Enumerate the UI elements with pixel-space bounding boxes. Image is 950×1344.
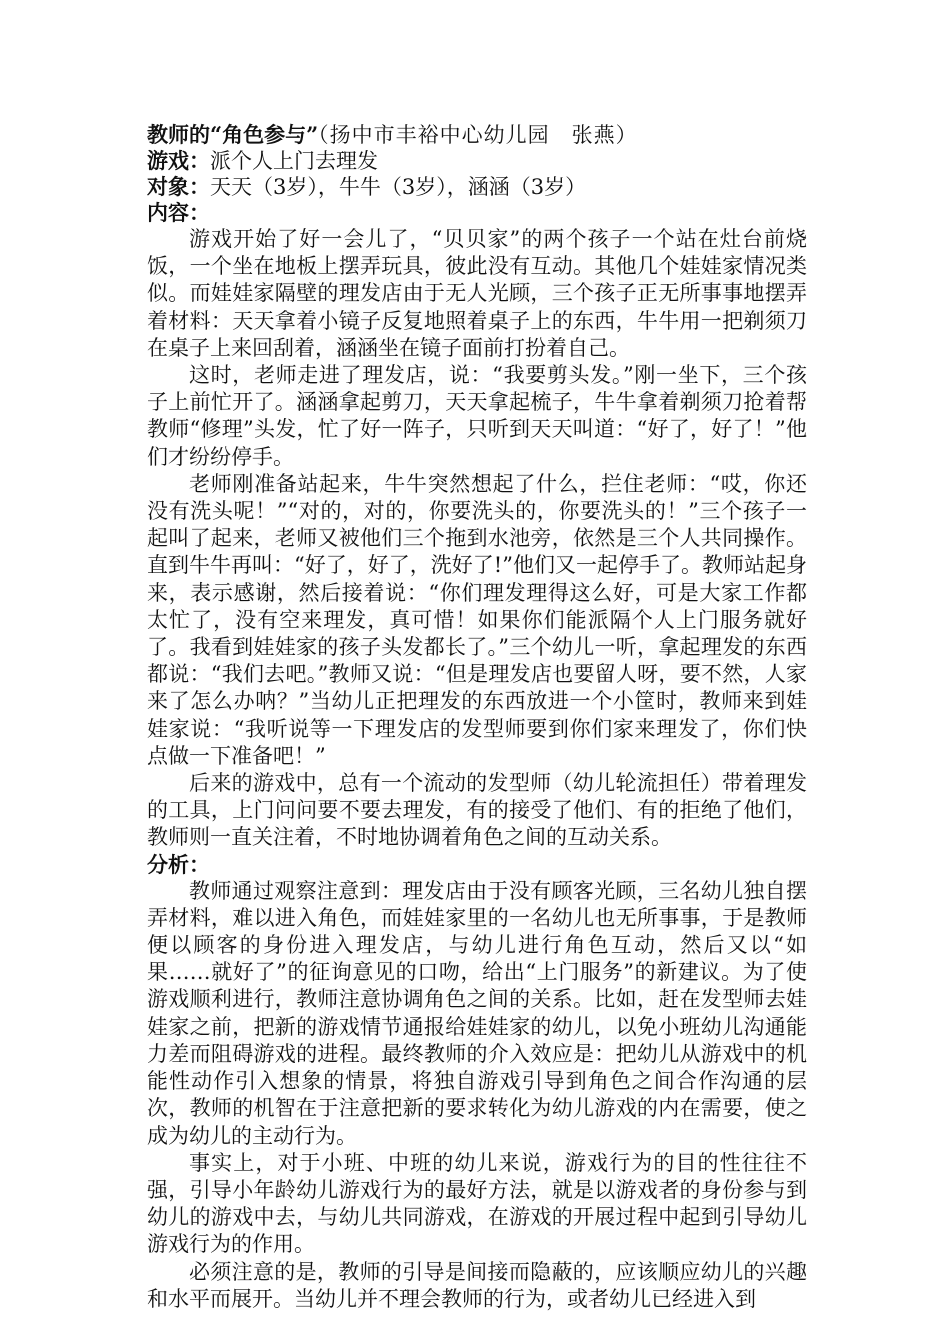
target-value: 天天（3岁），牛牛（3岁），涵涵（3岁） [210, 175, 587, 199]
game-line [147, 148, 807, 174]
document-page [147, 122, 807, 1313]
game-value: 派个人上门去理发 [210, 149, 378, 173]
author-byline: （扬中市丰裕中心幼儿园 张燕） [318, 123, 638, 147]
analysis-paragraph-2: 事实上，对于小班、中班的幼儿来说，游戏行为的目的性往往不强，引导小年龄幼儿游戏行为的最好方法，就是以游戏者的身份参与到幼儿的游戏中去，与幼儿共同游戏，在游戏的开展过程中起到引导幼儿游戏行为的作用。 [147, 1150, 807, 1257]
content-heading: 内容： [147, 200, 210, 225]
content-paragraph-4: 后来的游戏中，总有一个流动的发型师（幼儿轮流担任）带着理发的工具，上门问问要不要去理发，有的接受了他们、有的拒绝了他们，教师则一直关注着，不时地协调着角色之间的互动关系。 [147, 771, 807, 850]
content-paragraph-1: 游戏开始了好一会儿了，“贝贝家”的两个孩子一个站在灶台前烧饭，一个坐在地板上摆弄玩具，彼此没有互动。其他几个娃娃家情况类似。而娃娃家隔壁的理发店由于无人光顾，三个孩子正无所事事地摆弄着材料：天天拿着小镜子反复地照着桌子上的东西，牛牛用一把剃须刀在桌子上来回刮着，涵涵坐在镜子面前打扮着自己。 [147, 227, 807, 360]
analysis-heading: 分析： [147, 851, 210, 877]
content-paragraph-3: 老师刚准备站起来，牛牛突然想起了什么，拦住老师：“哎，你还没有洗头呢！”“对的，对的，你要洗头的，你要洗头的！”三个孩子一起叫了起来，老师又被他们三个拖到水池旁，依然是三个人共同操作。直到牛牛再叫：“好了，好了，洗好了!”他们又一起停手了。教师站起身来，表示感谢，然后接着说：“你们理发理得这么好，可是大家工作都太忙了，没有空来理发，真可惜！如果你们能派隔个人上门服务就好了。我看到娃娃家的孩子头发都长了。”三个幼儿一听，拿起理发的东西都说：“我们去吧。”教师又说：“但是理发店也要留人呀，要不然，人家来了怎么办呐？”当幼儿正把理发的东西放进一个小筐时，教师来到娃娃家说：“我听说等一下理发店的发型师要到你们家来理发了，你们快点做一下准备吧！” [147, 471, 807, 768]
analysis-paragraph-3: 必须注意的是，教师的引导是间接而隐蔽的，应该顺应幼儿的兴趣和水平而展开。当幼儿并不理会教师的行为，或者幼儿已经进入到 [147, 1259, 807, 1311]
content-paragraph-2: 这时，老师走进了理发店，说：“我要剪头发。”刚一坐下，三个孩子上前忙开了。涵涵拿起剪刀，天天拿起梳子，牛牛拿着剃须刀抢着帮教师“修理”头发，忙了好一阵子，只听到天天叫道：“好了，好了！”他们才纷纷停手。 [147, 363, 807, 469]
game-label: 游戏： [147, 148, 210, 173]
target-line [147, 174, 807, 200]
page-title: 教师的“角色参与” [147, 122, 319, 147]
analysis-paragraph-1: 教师通过观察注意到：理发店由于没有顾客光顾，三名幼儿独自摆弄材料，难以进入角色，而娃娃家里的一名幼儿也无所事事，于是教师便以顾客的身份进入理发店，与幼儿进行角色互动，然后又以“如果……就好了”的征询意见的口吻，给出“上门服务”的新建议。为了使游戏顺利进行，教师注意协调角色之间的关系。比如，赶在发型师去娃娃家之前，把新的游戏情节通报给娃娃家的幼儿，以免小班幼儿沟通能力差而阻碍游戏的进程。最终教师的介入效应是：把幼儿从游戏中的机能性动作引入想象的情景，将独自游戏引导到角色之间合作沟通的层次，教师的机智在于注意把新的要求转化为幼儿游戏的内在需要，使之成为幼儿的主动行为。 [147, 878, 807, 1148]
target-label: 对象： [147, 174, 210, 199]
title-line [147, 122, 807, 148]
